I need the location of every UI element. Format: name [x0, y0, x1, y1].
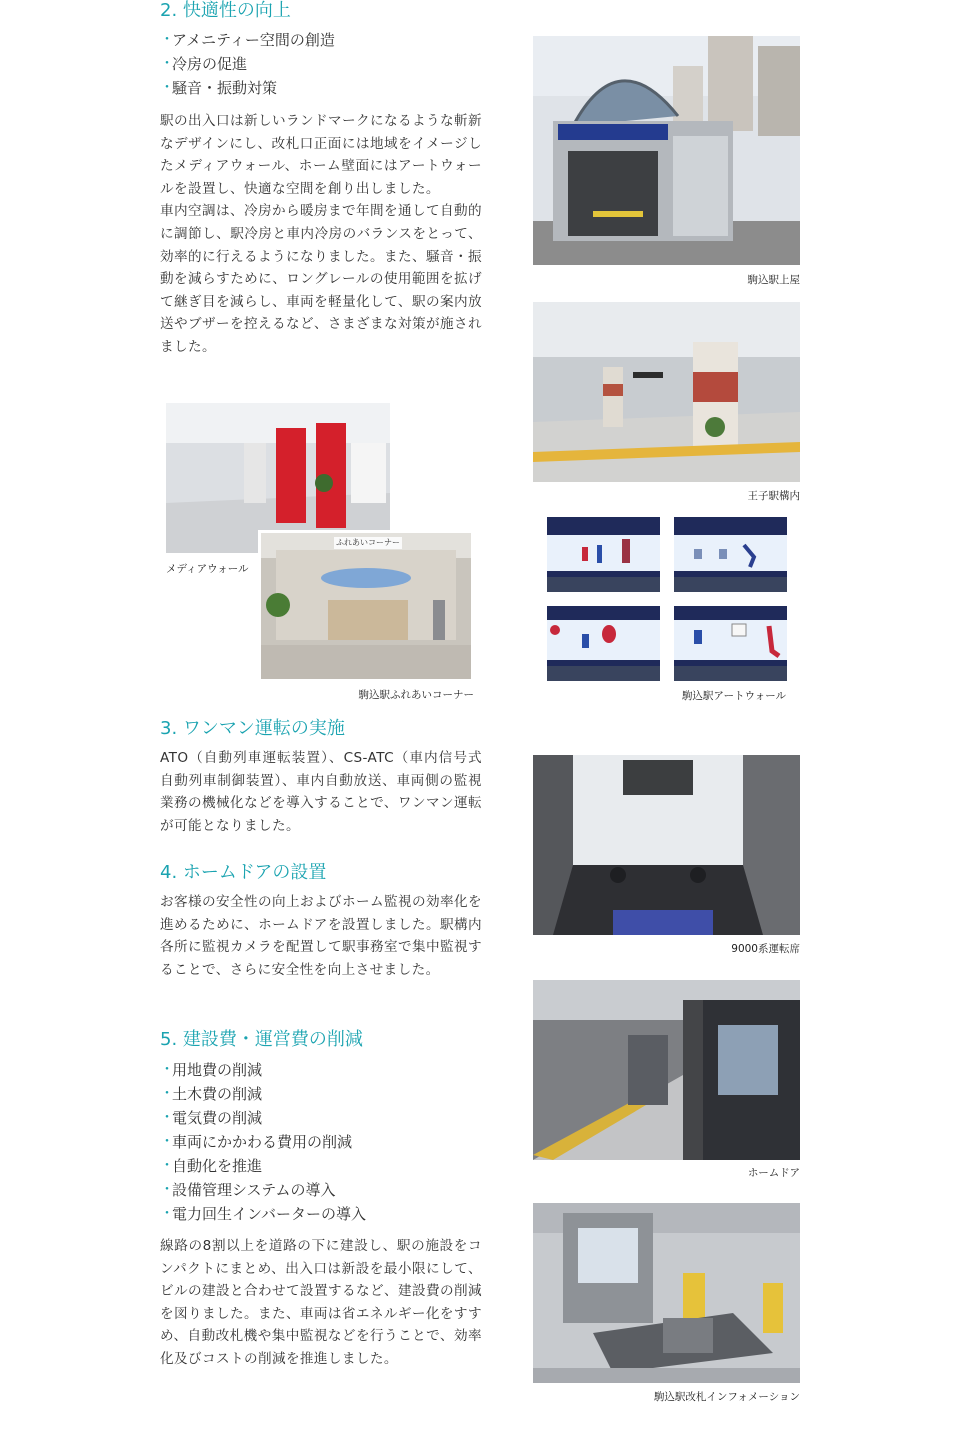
- bullet-dot-icon: ・: [160, 56, 174, 72]
- caption-art-wall: 駒込駅アートウォール: [681, 690, 786, 702]
- section-5-bullets: [160, 1058, 490, 1226]
- section-3-heading: 3. ワンマン運転の実施: [160, 718, 345, 739]
- komagome-entrance-photo: [533, 36, 800, 265]
- art-wall-photo-3: [547, 606, 660, 681]
- caption-fureai-corner: 駒込駅ふれあいコーナー: [358, 689, 474, 701]
- caption-platform-door: ホームドア: [747, 1167, 800, 1179]
- list-item: ・ 自動化を推進: [160, 1154, 490, 1178]
- bullet-dot-icon: ・: [160, 80, 174, 96]
- bullet-dot-icon: ・: [160, 1062, 174, 1078]
- section-5-heading: 5. 建設費・運営費の削減: [160, 1029, 363, 1050]
- art-wall-photo-1: [547, 517, 660, 592]
- caption-cab-9000: 9000系運転席: [731, 943, 800, 955]
- section-4-heading: 4. ホームドアの設置: [160, 862, 327, 883]
- caption-oji-concourse: 王子駅構内: [747, 490, 800, 502]
- art-wall-photo-4: [674, 606, 787, 681]
- list-item: ・ アメニティー空間の創造: [160, 28, 490, 52]
- section-5-paragraph: 線路の8割以上を道路の下に建設し、駅の施設をコンパクトにまとめ、出入口は新設を最小限にして、ビルの建設と合わせて設置するなど、建設費の削減を図りました。また、車両は省エネルギー化をすすめ、自動改札機や集中監視などを行うことで、効率化及びコストの削減を推進しました。: [160, 1238, 482, 1367]
- bullet-dot-icon: ・: [160, 1110, 174, 1126]
- list-item: ・ 設備管理システムの導入: [160, 1178, 490, 1202]
- section-4-paragraph: お客様の安全性の向上およびホーム監視の効率化を進めるために、ホームドアを設置しました。駅構内各所に監視カメラを配置して駅事務室で集中監視することで、さらに安全性を向上させました。: [160, 894, 482, 978]
- oji-concourse-photo: [533, 302, 800, 482]
- bullet-dot-icon: ・: [160, 1086, 174, 1102]
- bullet-dot-icon: ・: [160, 1134, 174, 1150]
- list-item: ・ 用地費の削減: [160, 1058, 490, 1082]
- list-item: ・ 土木費の削減: [160, 1082, 490, 1106]
- fureai-sign: ふれあいコーナー: [336, 538, 400, 547]
- list-item: ・ 電気費の削減: [160, 1106, 490, 1130]
- bullet-dot-icon: ・: [160, 32, 174, 48]
- bullet-dot-icon: ・: [160, 1182, 174, 1198]
- section-2-paragraph: 駅の出入口は新しいランドマークになるような斬新なデザインにし、改札口正面には地域をイメージしたメディアウォール、ホーム壁面にはアートウォールを設置し、快適な空間を創り出しました。 車内空調は、冷房から暖房まで年間を通して自動的に調節し、駅冷房と車内冷房のバランスをとって、効率的に行えるようになりました。また、騒音・振動を減らすために、ロングレールの使用範囲を拡げて継ぎ目を減らし、車両を軽量化して、駅の案内放送やブザーを控えるなど、さまざまな対策が施されました。: [160, 113, 482, 355]
- section-3-paragraph: ATO（自動列車運転装置）、CS-ATC（車内信号式自動列車制御装置）、車内自動放送、車両側の監視業務の機械化などを導入することで、ワンマン運転が可能となりました。: [160, 750, 482, 834]
- platform-door-photo: [533, 980, 800, 1160]
- bullet-dot-icon: ・: [160, 1158, 174, 1174]
- cab-9000-photo: [533, 755, 800, 935]
- list-item: ・ 電力回生インバーターの導入: [160, 1202, 490, 1226]
- caption-media-wall: メディアウォール: [166, 563, 249, 575]
- list-item: ・ 冷房の促進: [160, 52, 490, 76]
- section-2-heading: 2. 快適性の向上: [160, 0, 291, 21]
- list-item: ・ 騒音・振動対策: [160, 76, 490, 100]
- art-wall-photo-2: [674, 517, 787, 592]
- caption-ticket-gate-info: 駒込駅改札インフォメーション: [653, 1391, 800, 1403]
- section-2-bullets: [160, 28, 490, 100]
- bullet-dot-icon: ・: [160, 1206, 174, 1222]
- caption-komagome-entrance: 駒込駅上屋: [747, 274, 800, 286]
- fureai-corner-photo: [258, 530, 474, 682]
- ticket-gate-info-photo: [533, 1203, 800, 1383]
- list-item: ・ 車両にかかわる費用の削減: [160, 1130, 490, 1154]
